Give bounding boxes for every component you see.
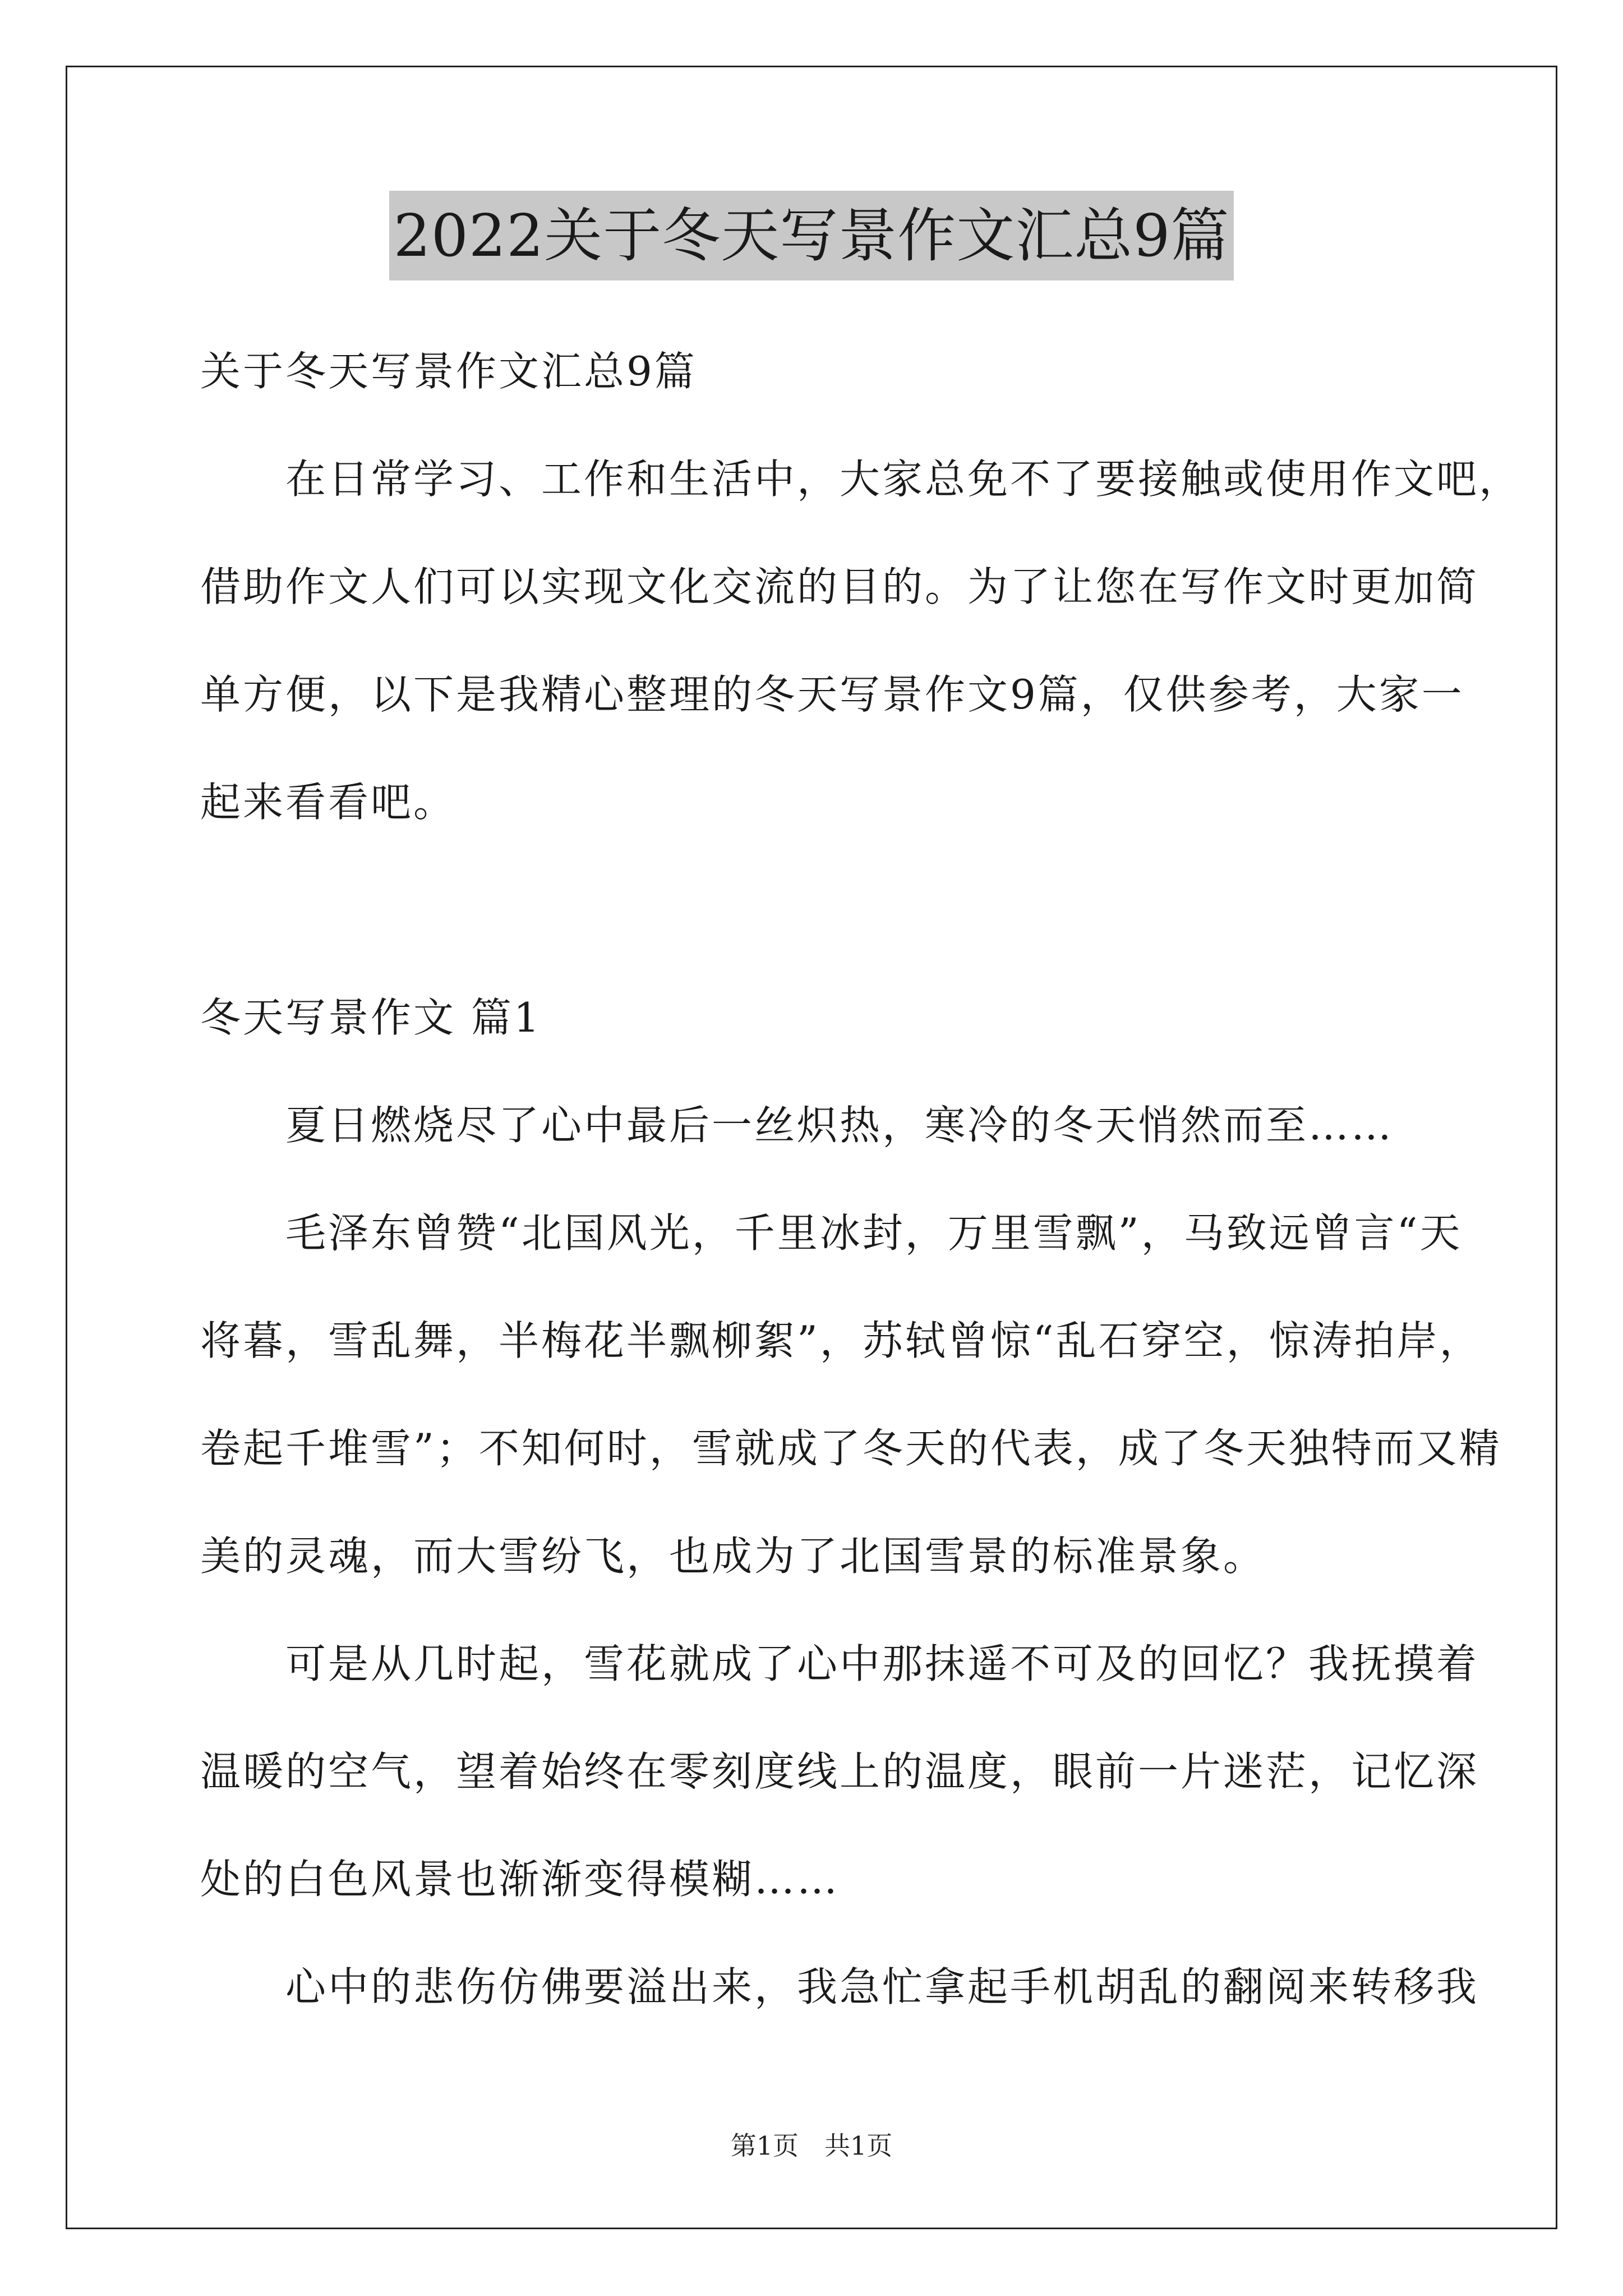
body-line-1: 夏日燃烧尽了心中最后一丝炽热，寒冷的冬天悄然而至…… (200, 1102, 1394, 1149)
intro-line-2: 借助作文人们可以实现文化交流的目的。为了让您在写作文时更加简 (200, 563, 1479, 610)
subtitle-line: 关于冬天写景作文汇总9篇 (200, 348, 697, 395)
document-title: 2022关于冬天写景作文汇总9篇 (389, 191, 1234, 280)
intro-line-3: 单方便，以下是我精心整理的冬天写景作文9篇，仅供参考，大家一 (200, 671, 1464, 718)
body-line-4: 卷起千堆雪”；不知何时，雪就成了冬天的代表，成了冬天独特而又精 (200, 1425, 1502, 1472)
document-body (200, 318, 1522, 2041)
body-line-5: 美的灵魂，而大雪纷飞，也成为了北国雪景的标准景象。 (200, 1533, 1266, 1580)
intro-line-1: 在日常学习、工作和生活中，大家总免不了要接触或使用作文吧， (200, 455, 1522, 503)
page-footer: 第1页 共1页 (730, 2131, 893, 2161)
body-line-7: 温暖的空气，望着始终在零刻度线上的温度，眼前一片迷茫，记忆深 (200, 1748, 1479, 1795)
body-line-6: 可是从几时起，雪花就成了心中那抹遥不可及的回忆？我抚摸着 (200, 1640, 1479, 1687)
section-heading: 冬天写景作文 篇1 (200, 994, 542, 1041)
intro-line-4: 起来看看吧。 (200, 779, 457, 826)
title-container (0, 191, 1623, 280)
body-line-8: 处的白色风景也渐渐变得模糊…… (200, 1856, 840, 1903)
body-line-9: 心中的悲伤仿佛要溢出来，我急忙拿起手机胡乱的翻阅来转移我 (200, 1963, 1479, 2010)
blank-line (200, 856, 1434, 964)
body-line-2: 毛泽东曾赞“北国风光，千里冰封，万里雪飘”，马致远曾言“天 (200, 1209, 1463, 1257)
body-line-3: 将暮，雪乱舞，半梅花半飘柳絮”，苏轼曾惊“乱石穿空，惊涛拍岸， (200, 1317, 1482, 1364)
